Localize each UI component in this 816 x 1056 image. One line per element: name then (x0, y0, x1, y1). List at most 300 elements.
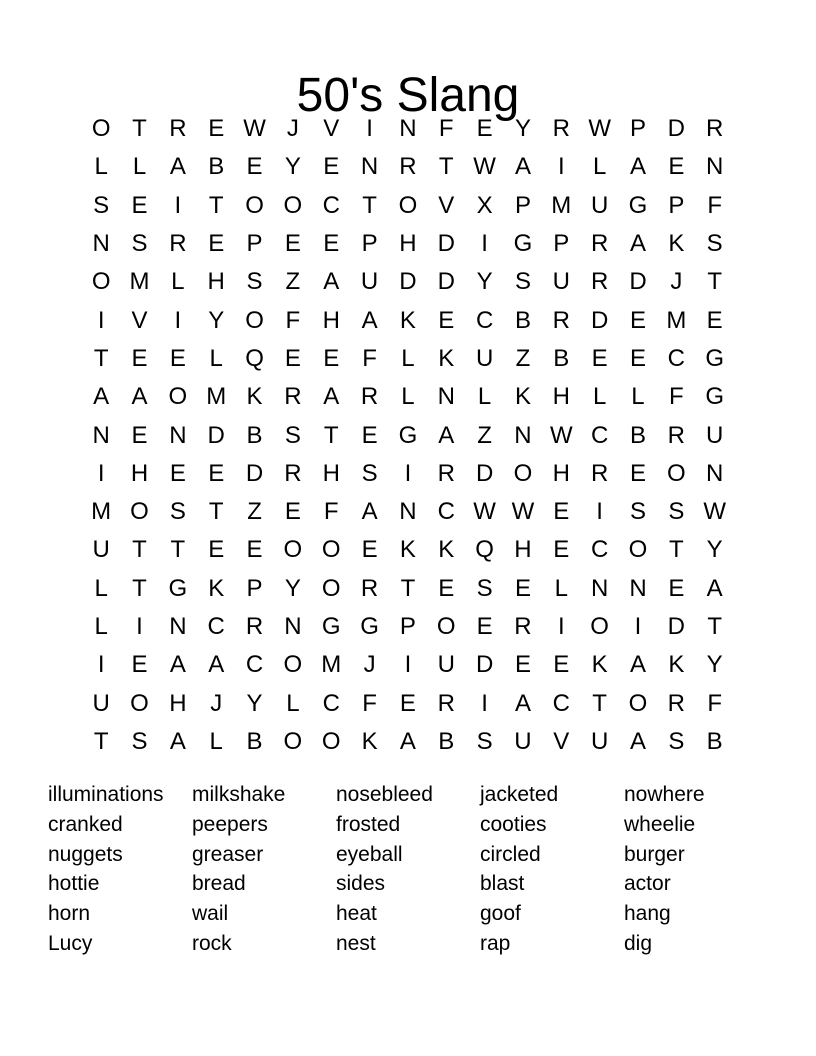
grid-letter: D (399, 268, 417, 296)
grid-letter: D (667, 115, 685, 143)
grid-letter: H (552, 459, 570, 487)
grid-letter: N (706, 153, 724, 181)
grid-letter: C (667, 344, 685, 372)
grid-letter: D (437, 268, 455, 296)
grid-letter: H (322, 306, 340, 334)
grid-letter: O (283, 536, 303, 564)
grid-letter: M (206, 383, 227, 411)
grid-letter: S (514, 268, 531, 296)
grid-letter: L (401, 344, 415, 372)
grid-letter: W (243, 115, 266, 143)
grid-letter: S (476, 727, 493, 755)
grid-letter: W (511, 498, 535, 526)
grid-letter: T (668, 536, 684, 564)
grid-letter: U (92, 689, 110, 717)
word-list-item: frosted (336, 812, 401, 836)
grid-letter: E (131, 421, 148, 449)
grid-letter: W (473, 498, 496, 526)
grid-letter: E (476, 613, 493, 640)
grid-letter: L (132, 153, 147, 181)
grid-letter: E (131, 651, 148, 679)
grid-letter: E (361, 536, 378, 564)
word-list-item: blast (480, 872, 525, 896)
grid-letter: U (92, 536, 110, 564)
grid-letter: E (668, 153, 685, 181)
grid-letter: A (323, 268, 340, 296)
grid-letter: E (246, 153, 263, 181)
grid-letter: A (629, 727, 646, 755)
grid-letter: E (284, 230, 301, 258)
word-list-item: cooties (480, 812, 547, 836)
grid-letter: R (552, 115, 570, 143)
grid-letter: K (591, 651, 608, 679)
grid-letter: E (323, 344, 340, 372)
grid-letter: N (706, 459, 724, 487)
grid-letter: K (399, 536, 416, 564)
grid-letter: V (323, 115, 340, 143)
grid-letter: O (91, 115, 111, 143)
grid-row (82, 608, 734, 646)
grid-letter: E (208, 230, 225, 258)
word-list-item: milkshake (192, 783, 286, 806)
grid-letter: U (706, 421, 724, 449)
grid-letter: P (553, 230, 570, 258)
grid-letter: I (174, 306, 182, 334)
grid-letter: I (557, 153, 565, 181)
grid-letter: W (588, 115, 611, 143)
grid-letter: R (360, 574, 379, 602)
grid-letter: R (590, 459, 609, 487)
grid-letter: A (323, 383, 340, 411)
grid-letter: P (246, 230, 263, 258)
grid-letter: E (514, 651, 531, 679)
grid-letter: A (514, 689, 531, 717)
grid-letter: C (245, 651, 264, 679)
grid-letter: H (514, 536, 532, 564)
grid-row (82, 225, 734, 263)
grid-letter: R (514, 613, 532, 640)
grid-letter: A (629, 651, 646, 679)
grid-letter: A (438, 421, 455, 449)
grid-letter: Z (247, 498, 262, 526)
grid-letter: S (361, 459, 378, 487)
word-list-item: rock (192, 931, 232, 955)
grid-letter: U (590, 191, 609, 219)
grid-letter: E (668, 574, 685, 602)
grid-letter: K (668, 651, 685, 679)
grid-letter: E (284, 344, 301, 372)
grid-row (82, 340, 734, 378)
grid-letter: E (284, 498, 301, 526)
grid-letter: A (93, 383, 110, 411)
grid-letter: P (246, 574, 263, 602)
grid-letter: D (245, 459, 264, 487)
grid-letter: A (131, 383, 148, 411)
grid-letter: L (286, 689, 300, 717)
grid-row (82, 455, 734, 493)
word-list-item: nosebleed (336, 783, 433, 806)
grid-letter: G (168, 574, 188, 602)
grid-letter: M (321, 651, 342, 679)
grid-letter: R (437, 459, 455, 487)
grid-letter: A (169, 727, 186, 755)
grid-letter: R (284, 383, 302, 411)
grid-letter: E (438, 574, 455, 602)
grid-letter: E (553, 536, 570, 564)
grid-letter: I (366, 115, 373, 143)
grid-letter: L (554, 574, 568, 602)
grid-row (82, 301, 734, 339)
grid-row (82, 416, 734, 454)
word-list-item: heat (336, 902, 377, 926)
grid-letter: B (438, 727, 455, 755)
grid-letter: O (283, 651, 303, 679)
grid-letter: T (208, 498, 224, 526)
grid-letter: O (590, 613, 609, 640)
grid-letter: S (284, 421, 301, 449)
grid-letter: K (399, 306, 416, 334)
grid-letter: Y (284, 153, 301, 181)
grid-row (82, 187, 734, 225)
word-list-item: cranked (48, 812, 123, 836)
grid-letter: N (92, 421, 110, 449)
grid-letter: E (131, 344, 148, 372)
grid-letter: B (553, 344, 570, 372)
grid-letter: W (703, 498, 726, 526)
grid-letter: A (399, 727, 416, 755)
grid-letter: Y (208, 306, 225, 334)
grid-letter: O (321, 536, 341, 564)
grid-letter: K (208, 574, 225, 602)
grid-letter: T (707, 613, 722, 640)
grid-letter: A (361, 306, 378, 334)
grid-letter: E (553, 498, 570, 526)
word-list-item: actor (624, 872, 671, 896)
grid-letter: Q (475, 536, 494, 564)
grid-letter: O (436, 613, 456, 640)
grid-letter: O (513, 459, 533, 487)
grid-letter: E (208, 115, 225, 143)
grid-letter: E (246, 536, 263, 564)
grid-letter: E (323, 153, 340, 181)
grid-letter: E (399, 689, 416, 717)
grid-letter: E (629, 459, 646, 487)
grid-letter: T (170, 536, 186, 564)
grid-letter: T (93, 344, 109, 372)
grid-letter: O (91, 268, 111, 296)
grid-letter: L (94, 574, 108, 602)
grid-letter: D (629, 268, 647, 296)
grid-letter: R (706, 115, 724, 143)
grid-letter: I (174, 191, 182, 219)
grid-letter: E (629, 344, 646, 372)
grid-letter: U (475, 344, 494, 372)
grid-letter: U (437, 651, 455, 679)
grid-letter: S (476, 574, 493, 602)
word-list-item: rap (480, 931, 511, 955)
grid-letter: L (209, 344, 223, 372)
word-list-item: wheelie (624, 812, 696, 836)
grid-letter: E (438, 306, 455, 334)
grid-letter: G (360, 613, 379, 640)
grid-letter: L (171, 268, 185, 296)
grid-letter: T (362, 191, 377, 219)
grid-letter: T (400, 574, 416, 602)
grid-letter: F (362, 344, 377, 372)
grid-letter: S (169, 498, 186, 526)
grid-letter: N (590, 574, 609, 602)
page-title: 50's Slang (296, 69, 520, 123)
grid-letter: I (596, 498, 603, 526)
grid-letter: G (321, 613, 341, 640)
grid-letter: A (169, 651, 186, 679)
grid-letter: C (322, 191, 340, 219)
grid-letter: H (399, 230, 417, 258)
grid-letter: D (667, 613, 685, 640)
grid-letter: P (361, 230, 378, 258)
grid-letter: M (551, 191, 572, 219)
grid-letter: T (132, 574, 147, 602)
grid-letter: M (666, 306, 687, 334)
grid-row (82, 570, 734, 608)
grid-letter: A (706, 574, 723, 602)
grid-letter: R (169, 230, 187, 258)
grid-letter: E (706, 306, 723, 334)
grid-letter: H (207, 268, 225, 296)
grid-letter: F (668, 383, 684, 411)
grid-letter: J (286, 115, 299, 143)
grid-letter: L (477, 383, 492, 411)
grid-letter: R (245, 613, 264, 640)
grid-letter: R (284, 459, 302, 487)
grid-letter: K (438, 536, 455, 564)
grid-letter: T (132, 115, 147, 143)
grid-letter: I (481, 230, 488, 258)
grid-letter: S (131, 230, 148, 258)
grid-letter: R (360, 383, 379, 411)
grid-letter: E (208, 536, 225, 564)
grid-letter: W (473, 153, 496, 181)
grid-letter: O (321, 574, 341, 602)
grid-row (82, 646, 734, 684)
grid-letter: Z (515, 344, 531, 372)
grid-letter: W (549, 421, 573, 449)
grid-letter: E (591, 344, 608, 372)
grid-letter: E (323, 230, 340, 258)
grid-letter: F (707, 191, 722, 219)
grid-row (82, 263, 734, 301)
grid-letter: P (629, 115, 646, 143)
grid-letter: T (592, 689, 607, 717)
grid-letter: F (438, 115, 454, 143)
word-list-item: circled (480, 842, 541, 866)
grid-letter: G (705, 383, 724, 411)
grid-letter: D (207, 421, 225, 449)
grid-letter: I (404, 651, 412, 679)
grid-letter: L (94, 613, 108, 640)
grid-letter: O (130, 498, 149, 526)
grid-letter: T (323, 421, 339, 449)
grid-letter: R (590, 268, 609, 296)
grid-letter: A (629, 230, 646, 258)
grid-letter: O (398, 191, 418, 219)
grid-letter: R (667, 689, 685, 717)
grid-letter: I (557, 613, 565, 640)
grid-letter: Y (476, 268, 493, 296)
grid-letter: B (208, 153, 225, 181)
grid-letter: S (668, 498, 685, 526)
grid-letter: F (362, 689, 377, 717)
grid-letter: P (668, 191, 685, 219)
grid-letter: C (475, 306, 494, 334)
grid-row (82, 493, 734, 531)
grid-letter: S (246, 268, 263, 296)
grid-letter: Z (477, 421, 492, 449)
word-list-item: nuggets (48, 842, 123, 866)
grid-letter: A (361, 498, 378, 526)
grid-letter: I (481, 689, 488, 717)
word-list-item: wail (192, 902, 229, 926)
grid-letter: H (130, 459, 149, 487)
grid-letter: O (628, 689, 648, 717)
word-list-item: Lucy (48, 931, 93, 955)
grid-letter: R (437, 689, 455, 717)
grid-letter: K (438, 344, 455, 372)
grid-letter: D (475, 459, 494, 487)
grid-letter: G (705, 344, 724, 372)
grid-letter: I (97, 651, 105, 679)
grid-row (82, 531, 734, 569)
grid-letter: D (437, 230, 455, 258)
grid-letter: I (136, 613, 143, 640)
grid-letter: J (363, 651, 376, 679)
grid-letter: O (666, 459, 686, 487)
grid-letter: R (399, 153, 417, 181)
grid-row (82, 378, 734, 416)
grid-letter: V (438, 191, 455, 219)
grid-row (82, 148, 734, 186)
grid-letter: H (552, 383, 570, 411)
word-list-item: burger (624, 842, 685, 866)
grid-letter: A (169, 153, 186, 181)
grid-letter: H (322, 459, 340, 487)
grid-letter: Y (284, 574, 301, 602)
grid-letter: M (91, 498, 112, 526)
grid-letter: Y (514, 115, 531, 143)
grid-letter: S (629, 498, 646, 526)
grid-letter: E (361, 421, 378, 449)
grid-letter: C (552, 689, 570, 717)
grid-letter: E (169, 459, 186, 487)
grid-letter: K (668, 230, 685, 258)
grid-letter: R (552, 306, 570, 334)
word-list-item: nest (336, 931, 376, 955)
grid-letter: K (514, 383, 531, 411)
grid-letter: E (131, 191, 148, 219)
grid-letter: I (97, 306, 105, 334)
grid-letter: L (631, 383, 645, 411)
grid-letter: U (514, 727, 532, 755)
grid-letter: D (590, 306, 609, 334)
grid-letter: M (129, 268, 150, 296)
grid-letter: F (707, 689, 722, 717)
grid-letter: N (437, 383, 455, 411)
grid-letter: Y (706, 651, 723, 679)
word-list-item: dig (624, 931, 653, 955)
grid-letter: T (208, 191, 224, 219)
grid-letter: L (209, 727, 223, 755)
grid-letter: U (590, 727, 609, 755)
word-list-item: illuminations (48, 783, 164, 806)
grid-letter: N (514, 421, 532, 449)
word-list-item: nowhere (624, 783, 705, 806)
word-list-item: jacketed (480, 783, 559, 806)
grid-letter: N (169, 421, 187, 449)
grid-letter: H (169, 689, 187, 717)
grid-letter: O (628, 536, 648, 564)
grid-letter: C (207, 613, 225, 640)
grid-letter: L (592, 153, 607, 181)
grid-letter: V (553, 727, 570, 755)
grid-letter: U (552, 268, 570, 296)
grid-letter: U (360, 268, 379, 296)
grid-letter: N (399, 115, 417, 143)
grid-letter: G (398, 421, 418, 449)
grid-letter: Z (285, 268, 301, 296)
grid-letter: G (628, 191, 648, 219)
grid-letter: E (514, 574, 531, 602)
grid-letter: E (208, 459, 225, 487)
grid-letter: N (399, 498, 417, 526)
grid-letter: I (404, 459, 412, 487)
grid-letter: I (97, 459, 105, 487)
grid-letter: T (132, 536, 147, 564)
grid-letter: D (475, 651, 494, 679)
grid-letter: N (629, 574, 647, 602)
grid-letter: S (668, 727, 685, 755)
word-list-item: greaser (192, 842, 264, 866)
grid-letter: N (360, 153, 379, 181)
grid-letter: I (634, 613, 642, 640)
grid-row (82, 110, 734, 148)
grid-letter: V (131, 306, 148, 334)
grid-letter: X (476, 191, 493, 219)
grid-letter: E (476, 115, 493, 143)
word-list-item: eyeball (336, 842, 403, 866)
grid-letter: P (399, 613, 416, 640)
grid-letter: K (361, 727, 378, 755)
grid-letter: S (706, 230, 723, 258)
word-list-item: horn (48, 902, 91, 926)
grid-letter: N (284, 613, 302, 640)
grid-letter: J (670, 268, 683, 296)
grid-letter: A (208, 651, 225, 679)
grid-row (82, 723, 734, 761)
word-list (48, 780, 768, 959)
grid-letter: B (246, 421, 263, 449)
grid-letter: T (93, 727, 109, 755)
grid-letter: L (592, 383, 607, 411)
word-list-item: goof (480, 902, 521, 926)
grid-letter: S (93, 191, 110, 219)
grid-letter: C (437, 498, 455, 526)
grid-letter: C (322, 689, 340, 717)
grid-letter: G (513, 230, 533, 258)
grid-letter: O (321, 727, 341, 755)
grid-letter: F (323, 498, 339, 526)
grid-letter: E (629, 306, 646, 334)
grid-letter: N (92, 230, 110, 258)
